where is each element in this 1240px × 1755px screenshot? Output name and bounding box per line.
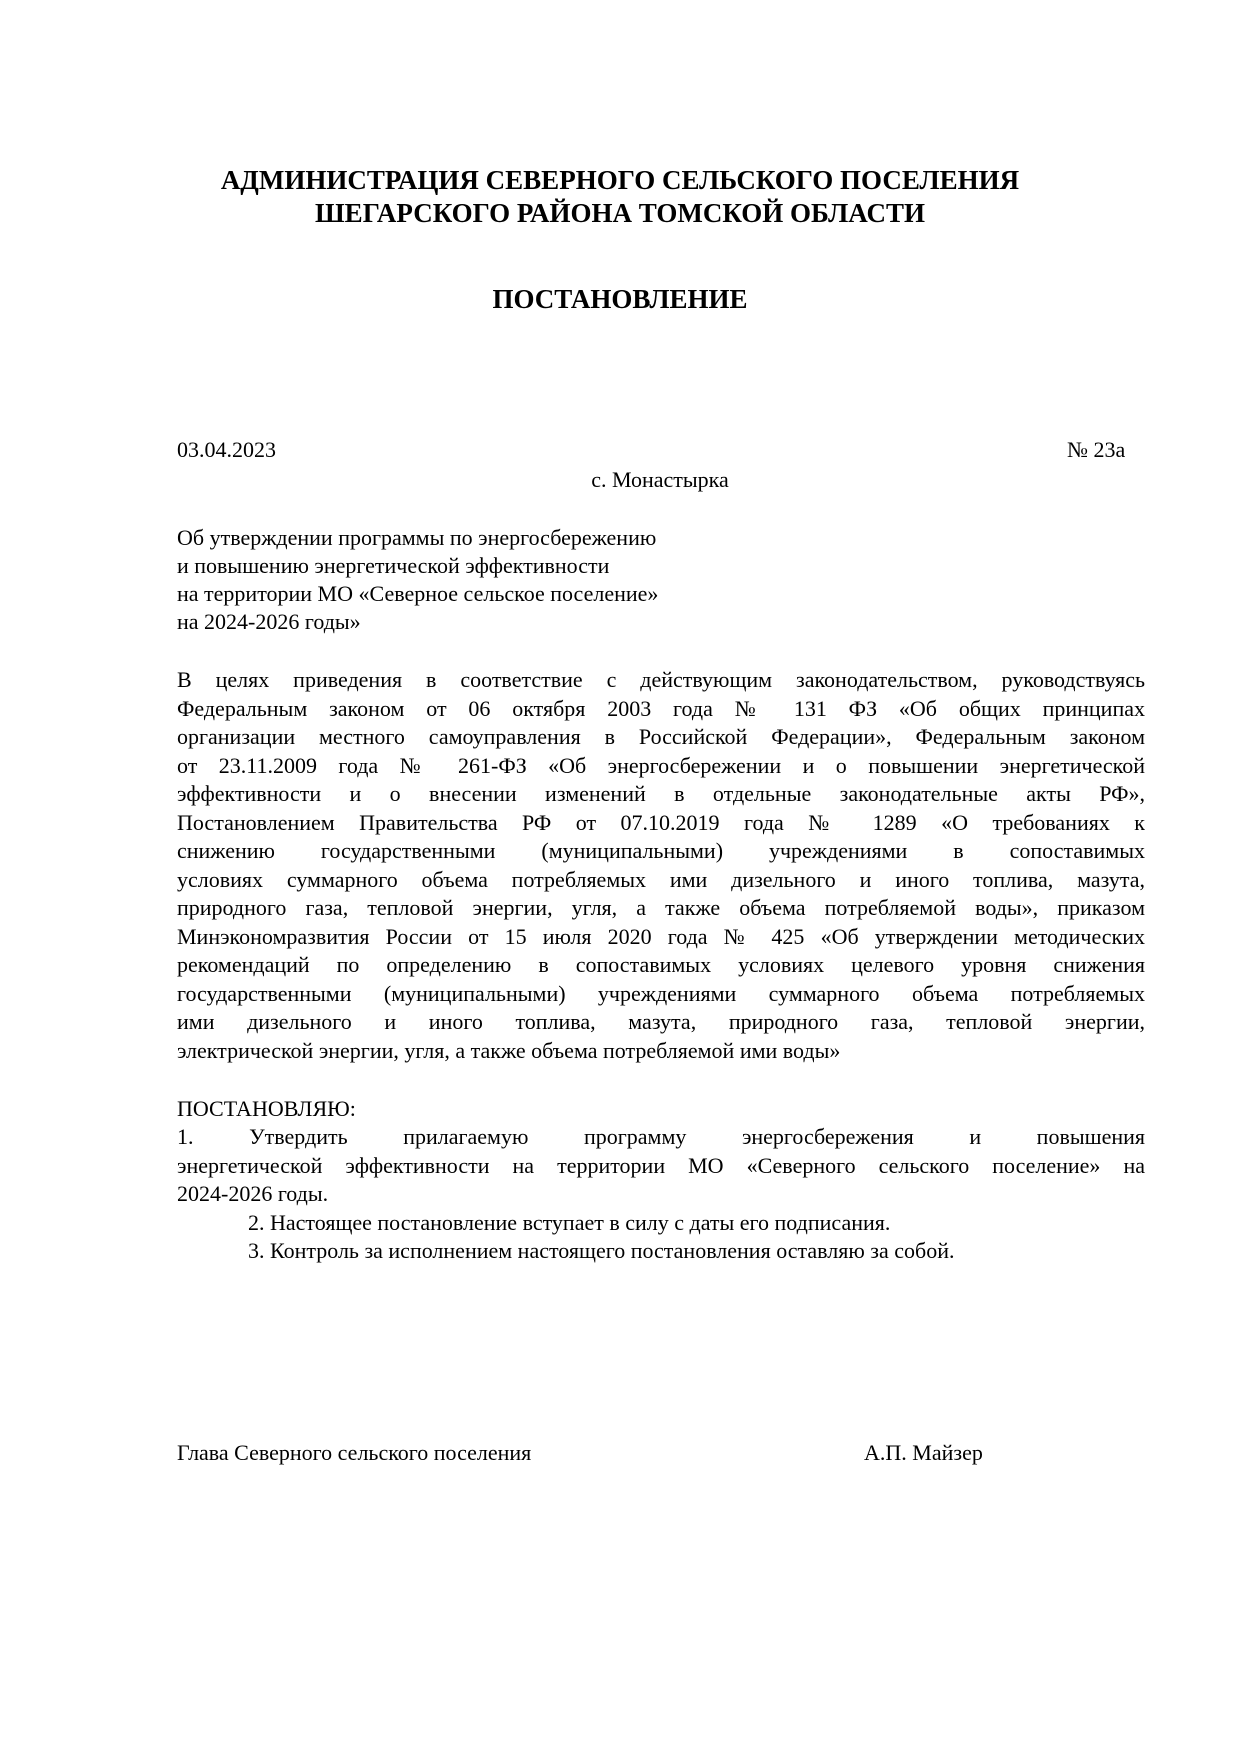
preamble-line: В целях приведения в соответствие с действующим законодательством, руководствуясь (177, 667, 1145, 692)
resolution-item-1-line: 2024-2026 годы. (177, 1181, 329, 1206)
preamble-line: Федеральным законом от 06 октября 2003 года № 131 ФЗ «Об общих принципах (177, 695, 1145, 721)
preamble-paragraph (177, 666, 1145, 1065)
subject-line-1: Об утверждении программы по энергосбережению (177, 525, 657, 550)
preamble-line: Постановлением Правительства РФ от 07.10.2019 года № 1289 «О требованиях к (177, 809, 1145, 835)
subject-line-3: на территории МО «Северное сельское поселение» (177, 581, 659, 606)
resolution-item-1-line: энергетической эффективности на территории МО «Северного сельского поселение» на (177, 1152, 1145, 1178)
preamble-line: государственными (муниципальными) учреждениями суммарного объема потребляемых (177, 980, 1145, 1006)
org-name-line-1: АДМИНИСТРАЦИЯ СЕВЕРНОГО СЕЛЬСКОГО ПОСЕЛЕНИЯ (220, 165, 1020, 195)
document-type-title: ПОСТАНОВЛЕНИЕ (492, 284, 748, 314)
preamble-line: эффективности и о внесении изменений в отдельные законодательные акты РФ», (177, 781, 1145, 806)
preamble-line: снижению государственными (муниципальными) учреждениями в сопоставимых (177, 838, 1145, 863)
preamble-line: организации местного самоуправления в Российской Федерации», Федеральным законом (177, 724, 1145, 749)
org-name-line-2: ШЕГАРСКОГО РАЙОНА ТОМСКОЙ ОБЛАСТИ (315, 198, 925, 228)
preamble-line: рекомендаций по определению в сопоставимых условиях целевого уровня снижения (177, 952, 1145, 977)
preamble-line: от 23.11.2009 года № 261-ФЗ «Об энергосбережении и о повышении энергетической (177, 752, 1145, 778)
signature-name: А.П. Майзер (864, 1440, 983, 1465)
preamble-line: ими дизельного и иного топлива, мазута, природного газа, тепловой энергии, (177, 1009, 1145, 1034)
resolution-item-1 (177, 1123, 1145, 1209)
resolution-heading: ПОСТАНОВЛЯЮ: (177, 1096, 356, 1121)
document-date: 03.04.2023 (177, 437, 276, 462)
preamble-line: Минэкономразвития России от 15 июля 2020 года № 425 «Об утверждении методических (177, 923, 1145, 949)
subject-line-4: на 2024-2026 годы» (177, 609, 361, 634)
signature-position: Глава Северного сельского поселения (177, 1440, 532, 1465)
preamble-line: природного газа, тепловой энергии, угля, а также объема потребляемой воды», приказом (177, 895, 1145, 920)
document-place: с. Монастырка (591, 467, 729, 492)
resolution-item-2: 2. Настоящее постановление вступает в силу с даты его подписания. (248, 1210, 891, 1235)
preamble-line: условиях суммарного объема потребляемых ими дизельного и иного топлива, мазута, (177, 866, 1145, 892)
preamble-line: электрической энергии, угля, а также объема потребляемой ими воды» (177, 1037, 841, 1063)
resolution-item-1-line: 1. Утвердить прилагаемую программу энергосбережения и повышения (177, 1124, 1145, 1149)
document-number: № 23а (1067, 437, 1126, 462)
resolution-item-3: 3. Контроль за исполнением настоящего постановления оставляю за собой. (248, 1238, 955, 1263)
subject-line-2: и повышению энергетической эффективности (177, 553, 610, 578)
